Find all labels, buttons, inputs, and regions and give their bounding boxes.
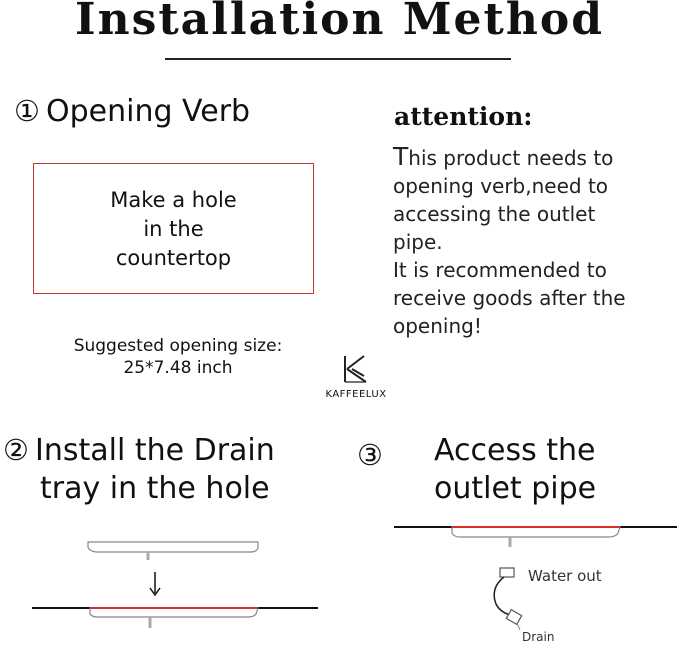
suggest-line: Suggested opening size: [73, 336, 283, 356]
step1-heading-text: Opening Verb [46, 94, 251, 129]
attention-line: pipe. [393, 230, 443, 254]
brand-logo [316, 354, 396, 400]
attention-first-letter: T [393, 142, 409, 171]
step2-number: ② [3, 433, 29, 467]
title-underline [165, 58, 511, 60]
attention-line: opening verb,need to [393, 174, 609, 198]
suggest-line: 25*7.48 inch [123, 358, 233, 378]
attention-text [393, 143, 678, 340]
step3-heading-line: outlet pipe [434, 471, 597, 506]
step3-heading [434, 432, 596, 508]
step2-heading-line: Install the Drain [35, 433, 275, 468]
drain-tray-install-diagram [30, 535, 320, 635]
brand-name: KAFFEELUX [325, 389, 387, 400]
step3-number: ③ [357, 438, 383, 472]
attention-line: receive goods after the [393, 286, 626, 310]
attention-line: accessing the outlet [393, 202, 596, 226]
opening-instruction-text [33, 186, 314, 273]
suggested-size [30, 335, 326, 379]
step2-heading-line: tray in the hole [40, 471, 270, 506]
step3-heading-line: Access the [434, 433, 596, 468]
page-title: Installation Method [75, 0, 604, 45]
step1-number: ① [14, 94, 40, 128]
attention-line: opening! [393, 314, 482, 338]
box-line: in the [143, 217, 204, 241]
box-line: countertop [115, 246, 232, 270]
water-out-label: Water out [528, 567, 602, 585]
attention-heading: attention: [394, 102, 533, 131]
attention-line: his product needs to [408, 146, 614, 170]
attention-line: It is recommended to [393, 258, 607, 282]
box-line: Make a hole [110, 188, 237, 212]
drain-label: Drain [522, 630, 555, 644]
step2-heading [3, 431, 275, 508]
k-monogram-icon [342, 354, 370, 384]
step1-heading [14, 94, 250, 129]
